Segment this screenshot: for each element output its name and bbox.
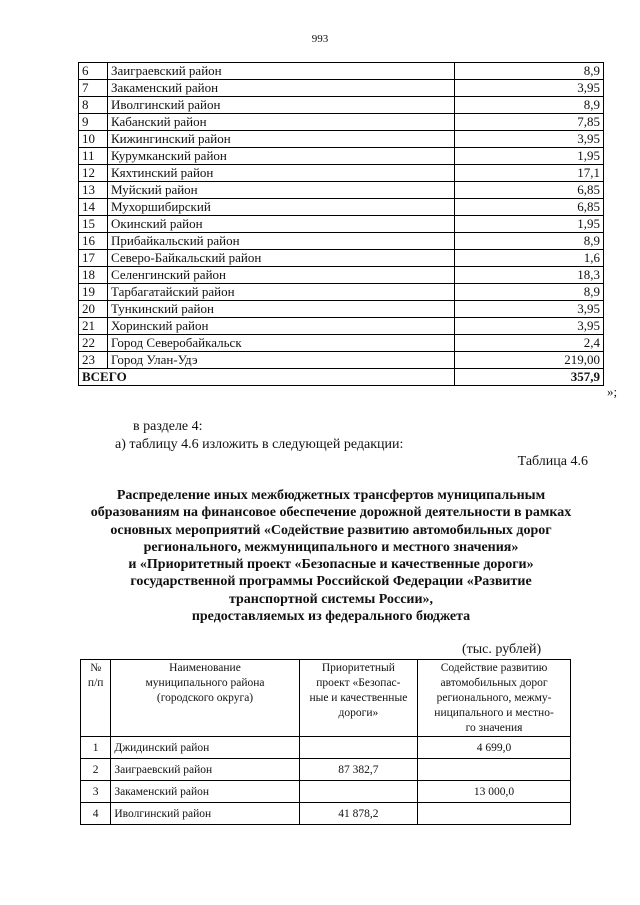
- row-number: 22: [79, 335, 108, 352]
- table-row: [79, 80, 604, 97]
- municipality-name: Город Северобайкальск: [108, 335, 455, 352]
- row-number: 8: [79, 97, 108, 114]
- allocation-value: 17,1: [455, 165, 604, 182]
- table-row: [79, 318, 604, 335]
- municipality-name: Курумканский район: [108, 148, 455, 165]
- row-number: 19: [79, 284, 108, 301]
- allocation-value: 2,4: [455, 335, 604, 352]
- allocation-value: 1,95: [455, 216, 604, 233]
- table-row: [81, 803, 571, 825]
- table-row: [79, 335, 604, 352]
- municipality-name: Иволгинский район: [108, 97, 455, 114]
- allocation-value: 18,3: [455, 267, 604, 284]
- table-row: [79, 352, 604, 369]
- allocation-value: 1,95: [455, 148, 604, 165]
- heading-line: транспортной системы России»,: [228, 591, 434, 607]
- heading-line: государственной программы Российской Федерации «Развитие: [130, 574, 532, 590]
- table-row: [79, 199, 604, 216]
- municipality-name: Тарбагатайский район: [108, 284, 455, 301]
- row-number: 17: [79, 250, 108, 267]
- municipality-name: Заиграевский район: [111, 759, 299, 781]
- road-support-value: 13 000,0: [418, 781, 571, 803]
- section-reference: в разделе 4:: [133, 419, 203, 434]
- row-number: 18: [79, 267, 108, 284]
- road-support-value: 4 699,0: [418, 737, 571, 759]
- table-row: [79, 131, 604, 148]
- row-number: 20: [79, 301, 108, 318]
- table-row: [79, 63, 604, 80]
- allocation-value: 8,9: [455, 284, 604, 301]
- municipality-name: Кабанский район: [108, 114, 455, 131]
- closing-quote: »;: [607, 384, 618, 399]
- table-row: [79, 97, 604, 114]
- road-support-value: [418, 759, 571, 781]
- table-header-row: [81, 660, 571, 737]
- heading-line: регионального, межмуниципального и местного значения»: [143, 539, 519, 555]
- row-number: 2: [81, 759, 111, 781]
- municipality-name: Закаменский район: [111, 781, 299, 803]
- row-number: 7: [79, 80, 108, 97]
- road-support-value: [418, 803, 571, 825]
- municipality-name: Закаменский район: [108, 80, 455, 97]
- allocation-value: 219,00: [455, 352, 604, 369]
- row-number: 3: [81, 781, 111, 803]
- table-row: [81, 781, 571, 803]
- table-row: [79, 301, 604, 318]
- allocation-value: 6,85: [455, 199, 604, 216]
- allocation-table-continued: [78, 62, 604, 386]
- municipality-name: Тункинский район: [108, 301, 455, 318]
- row-number: 6: [79, 63, 108, 80]
- municipality-name: Иволгинский район: [111, 803, 299, 825]
- allocation-value: 7,85: [455, 114, 604, 131]
- row-number: 15: [79, 216, 108, 233]
- header-road-support: Содействие развитию автомобильных дорог регионального, межму- ниципального и местно- го значения: [418, 660, 571, 737]
- row-number: 10: [79, 131, 108, 148]
- table-row: [81, 759, 571, 781]
- row-number: 23: [79, 352, 108, 369]
- table-row: [79, 148, 604, 165]
- page-number: 993: [311, 33, 329, 45]
- municipality-name: Мухоршибирский: [108, 199, 455, 216]
- priority-project-value: 87 382,7: [299, 759, 417, 781]
- total-row: [79, 369, 604, 386]
- table-row: [79, 250, 604, 267]
- table-heading: [90, 487, 572, 625]
- priority-project-value: 41 878,2: [299, 803, 417, 825]
- priority-project-value: [299, 737, 417, 759]
- municipality-name: Заиграевский район: [108, 63, 455, 80]
- heading-line: Распределение иных межбюджетных трансфертов муниципальным: [116, 488, 546, 503]
- heading-line: основных мероприятий «Содействие развитию автомобильных дорог: [110, 522, 552, 538]
- total-label: ВСЕГО: [79, 369, 455, 386]
- table-row: [81, 737, 571, 759]
- heading-line: предоставляемых из федерального бюджета: [191, 609, 471, 625]
- allocation-value: 3,95: [455, 318, 604, 335]
- table-row: [79, 216, 604, 233]
- allocation-value: 6,85: [455, 182, 604, 199]
- row-number: 21: [79, 318, 108, 335]
- municipality-name: Кяхтинский район: [108, 165, 455, 182]
- heading-line: образованиям на финансовое обеспечение дорожной деятельности в рамках: [90, 505, 572, 521]
- table-row: [79, 182, 604, 199]
- allocation-value: 3,95: [455, 131, 604, 148]
- header-priority-project: Приоритетный проект «Безопас- ные и качественные дороги»: [299, 660, 417, 737]
- row-number: 9: [79, 114, 108, 131]
- row-number: 11: [79, 148, 108, 165]
- table-row: [79, 165, 604, 182]
- transfers-table: [80, 659, 571, 825]
- allocation-value: 3,95: [455, 301, 604, 318]
- amendment-instruction: а) таблицу 4.6 изложить в следующей редакции:: [115, 437, 404, 452]
- row-number: 12: [79, 165, 108, 182]
- row-number: 16: [79, 233, 108, 250]
- municipality-name: Селенгинский район: [108, 267, 455, 284]
- row-number: 1: [81, 737, 111, 759]
- header-municipality: Наименование муниципального района (городского округа): [111, 660, 299, 737]
- units-label: (тыс. рублей): [462, 642, 542, 657]
- row-number: 4: [81, 803, 111, 825]
- municipality-name: Прибайкальский район: [108, 233, 455, 250]
- row-number: 13: [79, 182, 108, 199]
- table-row: [79, 284, 604, 301]
- total-value: 357,9: [455, 369, 604, 386]
- municipality-name: Хоринский район: [108, 318, 455, 335]
- heading-line: и «Приоритетный проект «Безопасные и качественные дороги»: [128, 557, 534, 573]
- municipality-name: Город Улан-Удэ: [108, 352, 455, 369]
- allocation-value: 8,9: [455, 63, 604, 80]
- allocation-value: 3,95: [455, 80, 604, 97]
- row-number: 14: [79, 199, 108, 216]
- table-label: Таблица 4.6: [517, 454, 588, 469]
- allocation-value: 1,6: [455, 250, 604, 267]
- municipality-name: Муйский район: [108, 182, 455, 199]
- municipality-name: Северо-Байкальский район: [108, 250, 455, 267]
- priority-project-value: [299, 781, 417, 803]
- table-row: [79, 114, 604, 131]
- municipality-name: Джидинский район: [111, 737, 299, 759]
- table-row: [79, 233, 604, 250]
- table-row: [79, 267, 604, 284]
- header-number: № п/п: [81, 660, 111, 737]
- allocation-value: 8,9: [455, 233, 604, 250]
- municipality-name: Кижингинский район: [108, 131, 455, 148]
- municipality-name: Окинский район: [108, 216, 455, 233]
- allocation-value: 8,9: [455, 97, 604, 114]
